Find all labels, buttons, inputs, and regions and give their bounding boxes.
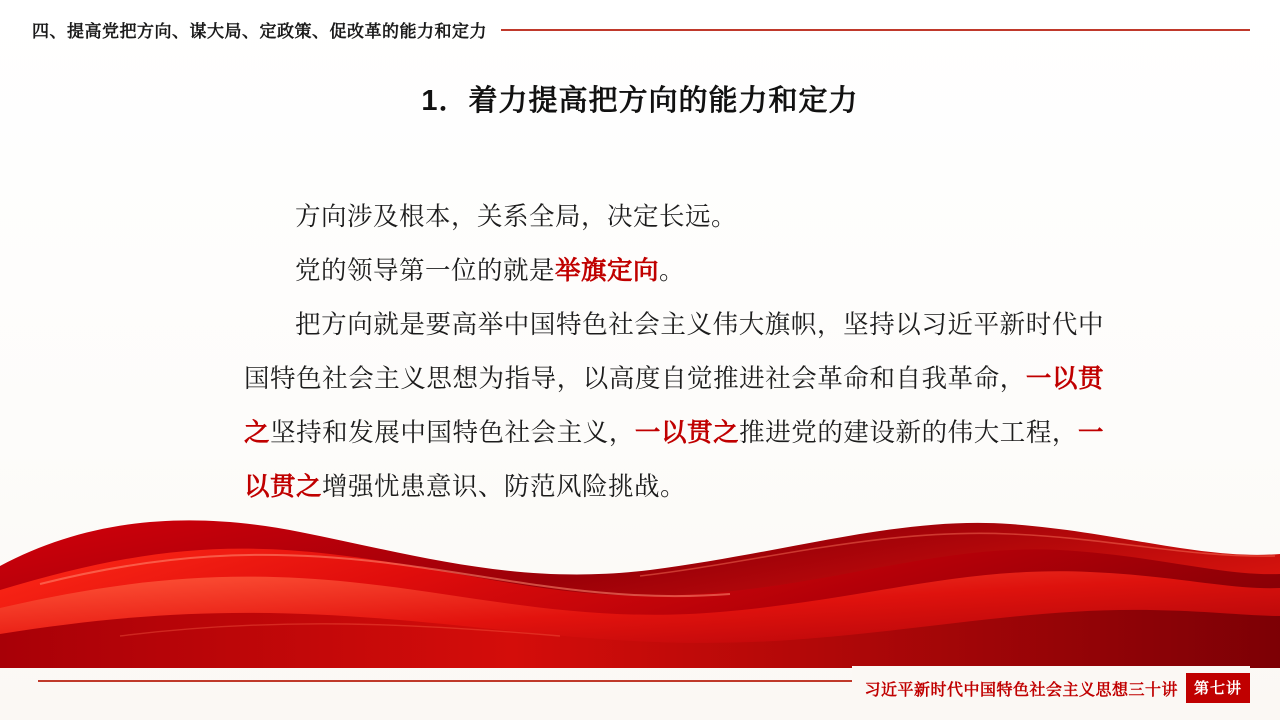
paragraph-1 [244,190,1104,244]
paragraph-3-part4: 增强忧患意识、防范风险挑战。 [322,473,687,501]
paragraph-3-highlight-1: 一以贯之 [244,365,1104,447]
paragraph-3-part2: 坚持和发展中国特色社会主义， [270,419,635,447]
paragraph-2 [244,244,1104,298]
paragraph-3-part1: 把方向就是要高举中国特色社会主义伟大旗帜，坚持以习近平新时代中国特色社会主义思想为指导，以高度自觉推进社会革命和自我革命， [244,311,1104,393]
page-title: 1．着力提高把方向的能力和定力 [421,85,859,117]
paragraph-2-prefix: 党的领导第一位的就是 [295,257,556,285]
slide-footer [0,666,1280,720]
paragraph-1-text: 方向涉及根本，关系全局，决定长远。 [295,203,738,231]
footer-lecture-badge: 第七讲 [1186,673,1250,703]
footer-series-text: 习近平新时代中国特色社会主义思想三十讲 [864,681,1178,699]
paragraph-2-suffix: 。 [659,257,686,285]
paragraph-3-part3: 推进党的建设新的伟大工程， [739,419,1078,447]
footer-branding [852,666,1250,710]
paragraph-3 [244,298,1104,514]
header-title: 四、提高党把方向、谋大局、定政策、促改革的能力和定力 [32,21,487,41]
paragraph-2-highlight: 举旗定向 [555,257,660,285]
paragraph-3-highlight-2: 一以贯之 [634,419,740,447]
header-divider [501,29,1250,31]
body-content [244,190,1104,514]
slide-header [32,14,1250,44]
paragraph-3-highlight-3: 一以贯之 [244,419,1104,501]
